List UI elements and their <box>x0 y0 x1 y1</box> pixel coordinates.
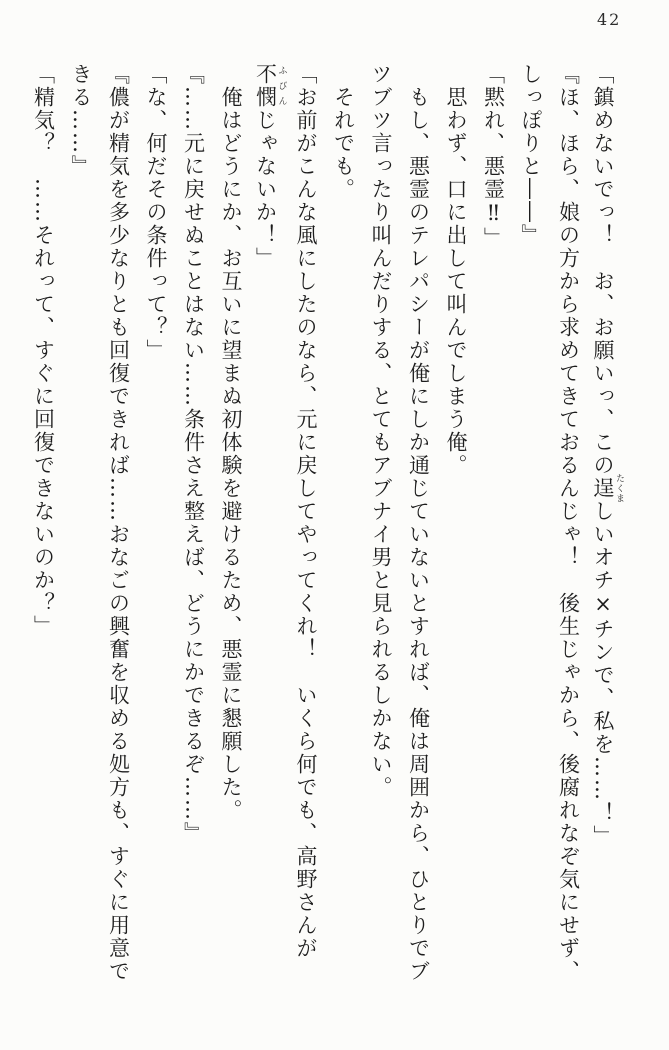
text-column <box>324 63 362 985</box>
text-column <box>249 63 287 985</box>
text-run: 「な、何だその条件って？」 <box>144 63 168 362</box>
text-column <box>549 63 587 985</box>
text-area <box>24 63 624 985</box>
furigana: たくま <box>614 473 624 504</box>
text-column <box>399 63 437 985</box>
text-run: もし、悪霊のテレパシーが俺にしか通じていないとすれば、俺は周囲から、ひとりでブ <box>406 86 431 983</box>
text-column <box>474 63 512 985</box>
text-run: 思わず、口に出して叫んでしまう俺。 <box>444 86 468 477</box>
text-run: しっぽりと――』 <box>519 63 543 247</box>
ruby-base: 不憫 <box>253 63 278 109</box>
text-run: 俺はどうにか、お互いに望まぬ初体験を避けるため、悪霊に懇願した。 <box>219 86 243 822</box>
text-run: 「鎮めないでっ！ お、お願いっ、この <box>591 63 615 477</box>
text-column <box>587 63 625 985</box>
text-column <box>212 63 250 985</box>
text-run: それでも。 <box>331 86 356 201</box>
page-number: 42 <box>597 10 622 29</box>
furigana: ふびん <box>276 63 287 109</box>
text-column <box>174 63 212 985</box>
text-run: 『ほ、ほら、娘の方から求めてきておるんじゃ！ 後生じゃから、後腐れなぞ気にせず、 <box>556 63 581 983</box>
text-column <box>362 63 400 985</box>
text-column <box>287 63 325 985</box>
text-run: 「黙れ、悪霊‼」 <box>481 63 506 250</box>
text-run: きる……』 <box>69 63 93 178</box>
text-run: 『……元に戻せぬことはない……条件さえ整えば、どうにかできるぞ……』 <box>181 63 206 845</box>
text-column <box>437 63 475 985</box>
text-run: 「お前がこんな風にしたのなら、元に戻してやってくれ！ いくら何でも、高野さんが <box>294 63 318 960</box>
text-run: ツブツ言ったり叫んだりする、とてもアブナイ男と見られるしかない。 <box>369 63 393 799</box>
text-run: 「精気？ ……それって、すぐに回復できないのか？」 <box>31 63 56 638</box>
ruby-base: 逞 <box>591 473 615 504</box>
text-run: しいオチ×チンで、私を……！」 <box>591 500 615 848</box>
text-column <box>137 63 175 985</box>
text-run: じゃないか！」 <box>253 109 278 270</box>
text-column <box>62 63 100 985</box>
text-column <box>24 63 62 985</box>
ruby-annotated-word <box>253 63 287 109</box>
text-run: 『儂が精気を多少なりとも回復できれば……おなごの興奮を収める処方も、すぐに用意で <box>106 63 131 983</box>
text-column <box>512 63 550 985</box>
ruby-annotated-word <box>591 473 624 504</box>
text-column <box>99 63 137 985</box>
